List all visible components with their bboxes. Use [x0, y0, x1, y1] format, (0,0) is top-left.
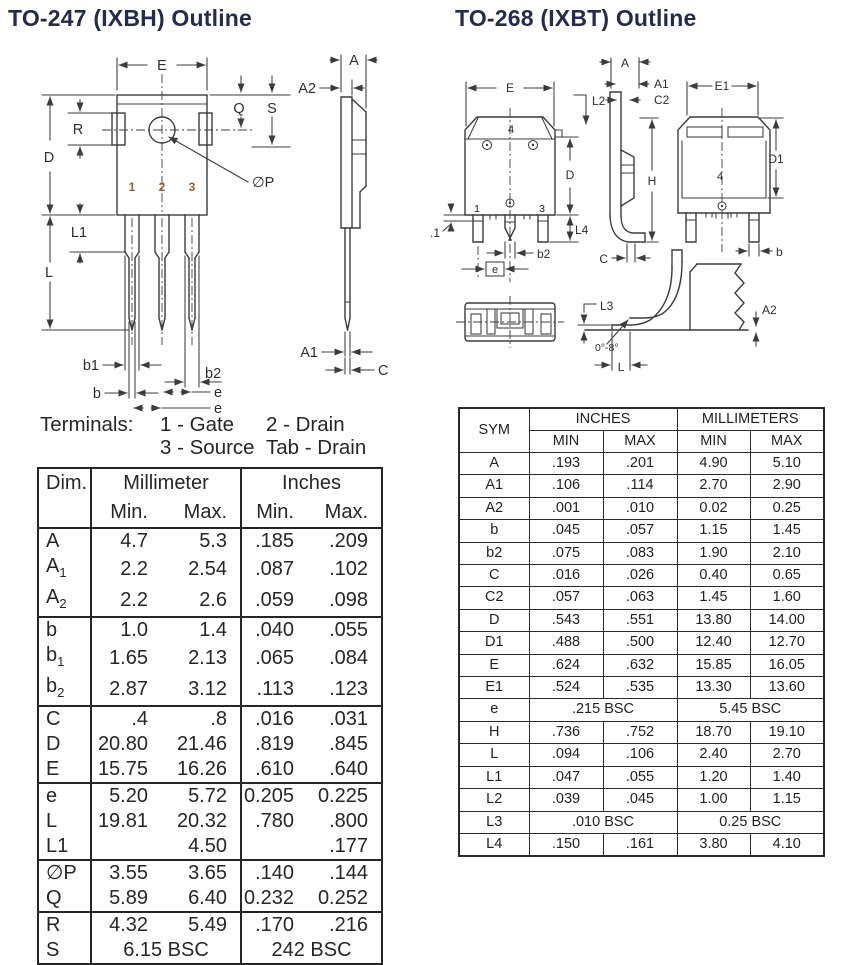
- mm-min-value: 5.20: [91, 783, 161, 809]
- mm-min-value: .4: [91, 706, 161, 732]
- dim-label-E1: E1: [714, 79, 730, 93]
- mm-min-value: 1.00: [677, 789, 750, 811]
- sym-cell: E: [459, 654, 529, 676]
- dim-symbol: E: [46, 758, 60, 780]
- to268-bottom-view: [456, 296, 564, 348]
- sym-row: [459, 609, 824, 631]
- mm-min-value: 2.87: [91, 674, 161, 706]
- in-min-value: .113: [241, 674, 307, 706]
- in-min-value: .039: [529, 789, 603, 811]
- pin-2-label: 2: [158, 180, 166, 194]
- mm-min-value: 1.65: [91, 643, 161, 674]
- mm-max-value: 16.05: [750, 654, 824, 676]
- dim-label-E: E: [505, 81, 515, 95]
- dim-label-A1: A1: [654, 77, 669, 91]
- dim-row: [38, 732, 382, 757]
- in-min-value: 0.205: [241, 783, 307, 809]
- mm-max-value: 0.65: [750, 565, 824, 587]
- in-min-value: .736: [529, 721, 603, 743]
- sym-cell: D1: [459, 632, 529, 654]
- sym-row: [459, 654, 824, 676]
- dim-label-b1: b1: [82, 358, 99, 374]
- to247-leads: [125, 215, 199, 345]
- in-max-value: .209: [329, 530, 368, 552]
- mm-max-value: 16.26: [176, 758, 227, 780]
- mm-min-value: 4.7: [91, 528, 161, 554]
- mm-max-value: 20.32: [176, 810, 227, 832]
- dim-label-L3: L3: [600, 299, 614, 313]
- mm-max-value: 5.3: [199, 530, 227, 552]
- in-min-value: .045: [529, 520, 603, 542]
- in-min-value: .057: [529, 587, 603, 609]
- to268-table-body: [459, 453, 824, 857]
- dim-symbol: ∅P: [46, 862, 77, 884]
- dim-row: [38, 706, 382, 732]
- in-min-value: .150: [529, 833, 603, 856]
- sym-row: [459, 542, 824, 564]
- sym-row: [459, 766, 824, 788]
- mm-min-value: 1.0: [91, 617, 161, 643]
- col-in-min: Min.: [241, 498, 307, 528]
- mm-max-value: 2.70: [750, 744, 824, 766]
- mm-max-value: 2.6: [199, 589, 227, 611]
- in-max-value: .123: [329, 678, 368, 700]
- in-min-value: .170: [241, 912, 307, 938]
- mm-min-value: [91, 834, 161, 860]
- dim-label-E: E: [157, 58, 167, 74]
- dim-label-C2: C2: [654, 93, 670, 107]
- in-max-value: .201: [603, 453, 677, 475]
- mm-max-value: 3.65: [188, 862, 227, 884]
- dim-row: [38, 528, 382, 554]
- sym-row: [459, 587, 824, 609]
- to247-side-view: [298, 53, 388, 379]
- col-sym: SYM: [459, 408, 529, 453]
- sym-row: [459, 520, 824, 542]
- in-min-value: .059: [241, 585, 307, 617]
- dim-row: [38, 643, 382, 674]
- terminal-2: 2 - Drain: [266, 413, 345, 436]
- to247-outline-drawing: [0, 40, 450, 418]
- mm-max-value: 2.13: [188, 647, 227, 669]
- sym-cell: A2: [459, 497, 529, 519]
- in-max-value: .551: [603, 609, 677, 631]
- dim-label-S: S: [267, 101, 277, 117]
- sym-cell: b: [459, 520, 529, 542]
- in-max-value: .177: [329, 835, 368, 857]
- dim-label-L4: L4: [575, 223, 589, 237]
- in-min-value: .780: [241, 809, 307, 834]
- col-in-min: MIN: [529, 431, 603, 453]
- dim-symbol: b: [46, 619, 58, 641]
- sym-cell: C2: [459, 587, 529, 609]
- page-title-to247: TO-247 (IXBH) Outline: [8, 5, 253, 31]
- in-max-value: .026: [603, 565, 677, 587]
- dim-row: [38, 860, 382, 886]
- to268-outline-drawing: [425, 50, 850, 402]
- mm-min-value: 2.40: [677, 744, 750, 766]
- col-inches: INCHES: [529, 408, 677, 431]
- mm-min-value: 4.90: [677, 453, 750, 475]
- mm-min-value: 0.02: [677, 497, 750, 519]
- sym-cell: e: [459, 699, 529, 721]
- to247-dimension-table: [37, 467, 383, 965]
- mm-max-value: 21.46: [176, 733, 227, 755]
- mm-min-value: 2.70: [677, 475, 750, 497]
- mm-max-value: 0.25: [750, 497, 824, 519]
- mm-min-value: 3.80: [677, 833, 750, 856]
- mm-max-value: 12.70: [750, 632, 824, 654]
- in-min-value: .065: [241, 643, 307, 674]
- in-min-value: .075: [529, 542, 603, 564]
- col-mm-max: MAX: [750, 431, 824, 453]
- dim-label-D1: D1: [768, 152, 784, 166]
- to268-lead-detail: [578, 250, 777, 374]
- in-min-value: .488: [529, 632, 603, 654]
- mm-max-value: 4.50: [188, 835, 227, 857]
- mm-min-value: 12.40: [677, 632, 750, 654]
- to247-dimensions: [42, 58, 290, 417]
- col-mm-min: Min.: [91, 498, 161, 528]
- in-max-value: .144: [329, 862, 368, 884]
- dim-label-L1-dot1: .1: [430, 226, 441, 240]
- sym-cell: D: [459, 609, 529, 631]
- dim-label-L1: L1: [70, 225, 88, 241]
- in-max-value: .010: [603, 497, 677, 519]
- dim-symbol: Q: [46, 887, 62, 909]
- dim-label-L2: L2: [592, 94, 606, 108]
- dim-symbol: $A_2$: [46, 586, 67, 611]
- mm-max-value: .8: [210, 708, 227, 730]
- in-max-value: .114: [603, 475, 677, 497]
- mm-min-value: 5.89: [91, 886, 161, 912]
- in-min-value: 0.232: [241, 886, 307, 912]
- col-millimeter: Millimeter: [91, 468, 241, 498]
- mm-span-value: 6.15 BSC: [91, 938, 241, 964]
- dim-label-b2: b2: [205, 366, 222, 382]
- in-min-value: .016: [529, 565, 603, 587]
- sym-cell: L: [459, 744, 529, 766]
- in-max-value: .063: [603, 587, 677, 609]
- sym-cell: L1: [459, 766, 529, 788]
- mm-min-value: 4.32: [91, 912, 161, 938]
- in-max-value: .216: [329, 914, 368, 936]
- terminal-tab: Tab - Drain: [266, 436, 367, 459]
- dim-label-A: A: [349, 53, 359, 69]
- in-max-value: .057: [603, 520, 677, 542]
- dim-symbol: S: [46, 939, 60, 961]
- col-dim: Dim.: [38, 468, 91, 528]
- pin-3-label: 3: [539, 203, 545, 215]
- pin-1-label: 1: [474, 203, 480, 215]
- dim-row: [38, 783, 382, 809]
- mm-min-value: 0.40: [677, 565, 750, 587]
- in-max-value: .161: [603, 833, 677, 856]
- dim-group: [38, 617, 382, 706]
- in-min-value: .610: [241, 757, 307, 783]
- dim-row: [38, 834, 382, 860]
- dim-symbol: $A_1$: [46, 555, 67, 580]
- mm-min-value: 2.2: [91, 585, 161, 617]
- dim-label-C: C: [599, 252, 608, 266]
- pin-3-label: 3: [188, 180, 196, 194]
- sym-row: [459, 632, 824, 654]
- dim-symbol: A: [46, 530, 60, 552]
- col-in-max: Max.: [324, 501, 368, 523]
- in-max-value: .640: [329, 758, 368, 780]
- sym-cell: L2: [459, 789, 529, 811]
- mm-max-value: 14.00: [750, 609, 824, 631]
- dim-label-Q: Q: [233, 101, 245, 117]
- sym-cell: C: [459, 565, 529, 587]
- mm-max-value: 13.60: [750, 677, 824, 699]
- dim-row: [38, 674, 382, 706]
- in-max-value: .535: [603, 677, 677, 699]
- mm-min-value: 20.80: [91, 732, 161, 757]
- to247-table-header: [38, 468, 382, 528]
- col-inches: Inches: [241, 468, 382, 498]
- terminals-note: [40, 413, 366, 459]
- mm-min-value: 13.30: [677, 677, 750, 699]
- to268-table-header: [459, 408, 824, 453]
- mm-max-value: 1.60: [750, 587, 824, 609]
- dim-group: [38, 912, 382, 964]
- sym-row: [459, 453, 824, 475]
- in-max-value: 0.225: [317, 785, 368, 807]
- in-min-value: .040: [241, 617, 307, 643]
- dim-label-L: L: [617, 360, 625, 374]
- dim-label-b: b: [92, 386, 101, 402]
- sym-cell: b2: [459, 542, 529, 564]
- dim-label-H: H: [647, 174, 657, 188]
- sym-row: [459, 789, 824, 811]
- mm-min-value: 19.81: [91, 809, 161, 834]
- mm-min-value: 1.20: [677, 766, 750, 788]
- dim-row: [38, 757, 382, 783]
- dim-group: [38, 528, 382, 617]
- in-min-value: .185: [241, 528, 307, 554]
- sym-cell: L3: [459, 811, 529, 833]
- dim-label-D: D: [43, 150, 55, 166]
- dim-label-D: D: [565, 168, 575, 182]
- dim-row: [38, 886, 382, 912]
- sym-cell: A: [459, 453, 529, 475]
- in-max-value: .102: [329, 558, 368, 580]
- dim-symbol: $b_1$: [46, 644, 65, 669]
- terminals-label: Terminals:: [40, 413, 134, 436]
- in-max-value: .752: [603, 721, 677, 743]
- in-max-value: .055: [329, 619, 368, 641]
- dim-symbol: R: [46, 914, 61, 936]
- sym-row: [459, 744, 824, 766]
- sym-row: [459, 833, 824, 856]
- in-max-value: .500: [603, 632, 677, 654]
- dim-row: [38, 809, 382, 834]
- col-millimeters: MILLIMETERS: [677, 408, 824, 431]
- dim-row: [38, 617, 382, 643]
- dim-symbol: $b_2$: [46, 675, 65, 700]
- to268-back-view: [678, 79, 784, 259]
- mm-max-value: 1.40: [750, 766, 824, 788]
- mm-max-value: 1.4: [199, 619, 227, 641]
- dim-symbol: C: [46, 708, 61, 730]
- to268-dimension-table: [458, 407, 825, 857]
- mm-min-value: 15.85: [677, 654, 750, 676]
- mm-max-value: 2.10: [750, 542, 824, 564]
- in-min-value: .016: [241, 706, 307, 732]
- in-min-value: .001: [529, 497, 603, 519]
- sym-row: [459, 475, 824, 497]
- in-min-value: .624: [529, 654, 603, 676]
- in-max-value: .045: [603, 789, 677, 811]
- in-min-value: .094: [529, 744, 603, 766]
- sym-row: [459, 699, 824, 721]
- terminals-label-spacer: [40, 436, 160, 459]
- in-span-value: 242 BSC: [241, 938, 382, 964]
- in-min-value: .047: [529, 766, 603, 788]
- in-min-value: .087: [241, 554, 307, 585]
- dim-group: [38, 783, 382, 860]
- dim-row: [38, 554, 382, 585]
- mm-max-value: 2.54: [188, 558, 227, 580]
- in-min-value: .543: [529, 609, 603, 631]
- dim-label-A2: A2: [298, 81, 316, 97]
- dim-label-A: A: [620, 56, 630, 70]
- mm-min-value: 1.45: [677, 587, 750, 609]
- terminal-1: 1 - Gate: [160, 413, 235, 436]
- mm-min-value: 13.80: [677, 609, 750, 631]
- mm-max-value: 5.49: [188, 914, 227, 936]
- mm-max-value: 19.10: [750, 721, 824, 743]
- to268-side-view: [599, 56, 669, 266]
- mm-min-value: 2.2: [91, 554, 161, 585]
- mm-max-value: 2.90: [750, 475, 824, 497]
- terminal-3: 3 - Source: [160, 436, 255, 459]
- mm-max-value: 5.72: [188, 785, 227, 807]
- pin-1-label: 1: [128, 180, 136, 194]
- mm-min-value: 3.55: [91, 860, 161, 886]
- in-max-value: .031: [329, 708, 368, 730]
- dim-symbol: D: [46, 733, 61, 755]
- to268-front-dimensions: [430, 81, 606, 278]
- mm-max-value: 3.12: [188, 678, 227, 700]
- in-min-value: .106: [529, 475, 603, 497]
- in-min-value: .193: [529, 453, 603, 475]
- mm-min-value: 1.15: [677, 520, 750, 542]
- page-title-to268: TO-268 (IXBT) Outline: [455, 5, 697, 31]
- in-max-value: .632: [603, 654, 677, 676]
- col-mm-max: Max.: [183, 501, 227, 523]
- dim-symbol: e: [46, 785, 58, 807]
- pin-4-label-front: 4: [507, 124, 515, 136]
- dim-label-R: R: [72, 122, 84, 138]
- mm-span-value: 5.45 BSC: [677, 699, 824, 721]
- sym-cell: E1: [459, 677, 529, 699]
- col-mm-min: MIN: [677, 431, 750, 453]
- in-max-value: 0.252: [317, 887, 368, 909]
- dim-label-e2: e: [214, 401, 223, 417]
- sym-cell: A1: [459, 475, 529, 497]
- mm-max-value: 1.15: [750, 789, 824, 811]
- dim-label-P: ∅P: [252, 175, 275, 191]
- mm-max-value: 6.40: [188, 887, 227, 909]
- in-max-value: .084: [329, 647, 368, 669]
- mm-max-value: 5.10: [750, 453, 824, 475]
- mm-max-value: 4.10: [750, 833, 824, 856]
- dim-label-A1: A1: [300, 345, 318, 361]
- dim-label-angle: 0°-8°: [595, 342, 619, 354]
- in-max-value: .845: [329, 733, 368, 755]
- in-min-value: .819: [241, 732, 307, 757]
- mm-span-value: 0.25 BSC: [677, 811, 824, 833]
- in-span-value: .010 BSC: [529, 811, 677, 833]
- in-min-value: .140: [241, 860, 307, 886]
- sym-row: [459, 677, 824, 699]
- dim-label-b2: b2: [537, 247, 551, 261]
- sym-cell: L4: [459, 833, 529, 856]
- sym-row: [459, 721, 824, 743]
- in-min-value: [241, 834, 307, 860]
- dim-row: [38, 938, 382, 964]
- sym-row: [459, 811, 824, 833]
- sym-row: [459, 497, 824, 519]
- mm-min-value: 1.90: [677, 542, 750, 564]
- mm-min-value: 15.75: [91, 757, 161, 783]
- pin-4-label-back: 4: [716, 171, 724, 183]
- dim-row: [38, 585, 382, 617]
- mm-min-value: 18.70: [677, 721, 750, 743]
- mm-max-value: 1.45: [750, 520, 824, 542]
- dim-group: [38, 706, 382, 783]
- sym-cell: H: [459, 721, 529, 743]
- dim-label-e1: e: [214, 385, 223, 401]
- in-max-value: .083: [603, 542, 677, 564]
- sym-row: [459, 565, 824, 587]
- in-span-value: .215 BSC: [529, 699, 677, 721]
- col-in-max: MAX: [603, 431, 677, 453]
- dim-symbol: L1: [46, 835, 69, 857]
- in-max-value: .098: [329, 589, 368, 611]
- dim-label-A2: A2: [762, 303, 777, 317]
- dim-symbol: L: [46, 810, 58, 832]
- dim-label-b: b: [776, 245, 783, 259]
- in-max-value: .800: [329, 810, 368, 832]
- dim-row: [38, 912, 382, 938]
- in-max-value: .055: [603, 766, 677, 788]
- dim-label-e: e: [491, 264, 499, 276]
- dim-label-C: C: [378, 363, 389, 379]
- dim-group: [38, 860, 382, 912]
- dim-label-L: L: [44, 265, 54, 281]
- in-min-value: .524: [529, 677, 603, 699]
- in-max-value: .106: [603, 744, 677, 766]
